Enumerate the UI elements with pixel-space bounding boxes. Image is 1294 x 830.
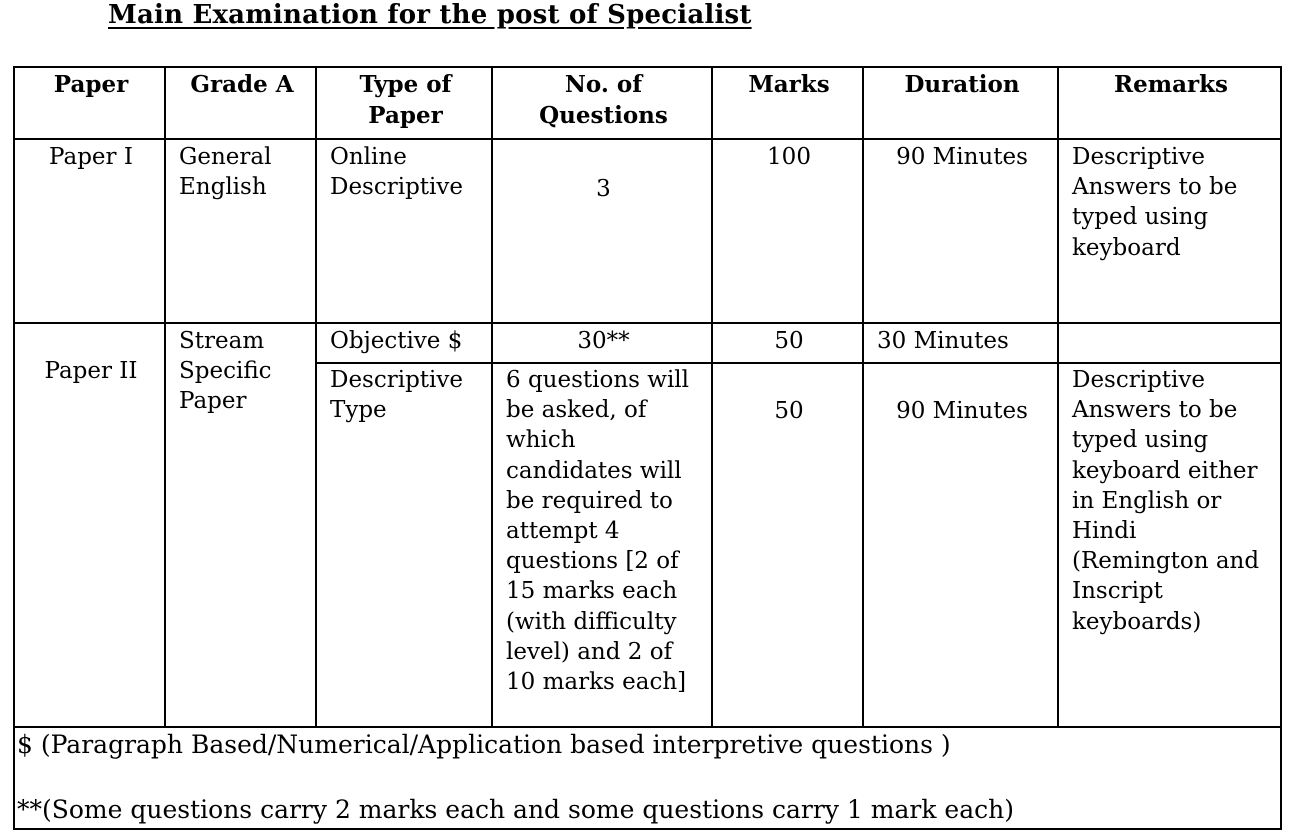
header-type: Type of Paper [316, 67, 492, 139]
header-questions: No. of Questions [492, 67, 712, 139]
page-title: Main Examination for the post of Specialist [108, 0, 752, 30]
cell-grade: General English [165, 139, 316, 323]
cell-duration: 90 Minutes [863, 363, 1058, 727]
cell-duration: 30 Minutes [863, 323, 1058, 363]
cell-marks: 100 [712, 139, 863, 323]
table-row [14, 139, 1281, 323]
cell-marks: 50 [712, 363, 863, 727]
cell-remarks [1058, 323, 1281, 363]
header-duration: Duration [863, 67, 1058, 139]
cell-type: Objective $ [316, 323, 492, 363]
cell-questions: 6 questions will be asked, of which candidates will be required to attempt 4 questions [2 of 15 marks each (with difficulty level) and 2 of 10 marks each] [492, 363, 712, 727]
header-marks: Marks [712, 67, 863, 139]
cell-duration: 90 Minutes [863, 139, 1058, 323]
cell-paper: Paper II [14, 323, 165, 727]
exam-table [13, 66, 1282, 830]
note-spacer [17, 761, 1280, 793]
cell-grade: Stream Specific Paper [165, 323, 316, 727]
cell-paper: Paper I [14, 139, 165, 323]
note-stars: **(Some questions carry 2 marks each and some questions carry 1 mark each) [17, 795, 1014, 824]
notes-cell [14, 727, 1281, 829]
cell-remarks: Descriptive Answers to be typed using keyboard [1058, 139, 1281, 323]
table-row [14, 323, 1281, 363]
cell-remarks: Descriptive Answers to be typed using keyboard either in English or Hindi (Remington and Inscript keyboards) [1058, 363, 1281, 727]
header-row [14, 67, 1281, 139]
header-paper: Paper [14, 67, 165, 139]
cell-questions: 3 [492, 139, 712, 323]
cell-questions: 30** [492, 323, 712, 363]
cell-marks: 50 [712, 323, 863, 363]
header-grade: Grade A [165, 67, 316, 139]
header-remarks: Remarks [1058, 67, 1281, 139]
note-dollar: $ (Paragraph Based/Numerical/Application based interpretive questions ) [17, 730, 951, 759]
cell-type: Online Descriptive [316, 139, 492, 323]
cell-type: Descriptive Type [316, 363, 492, 727]
notes-row [14, 727, 1281, 829]
